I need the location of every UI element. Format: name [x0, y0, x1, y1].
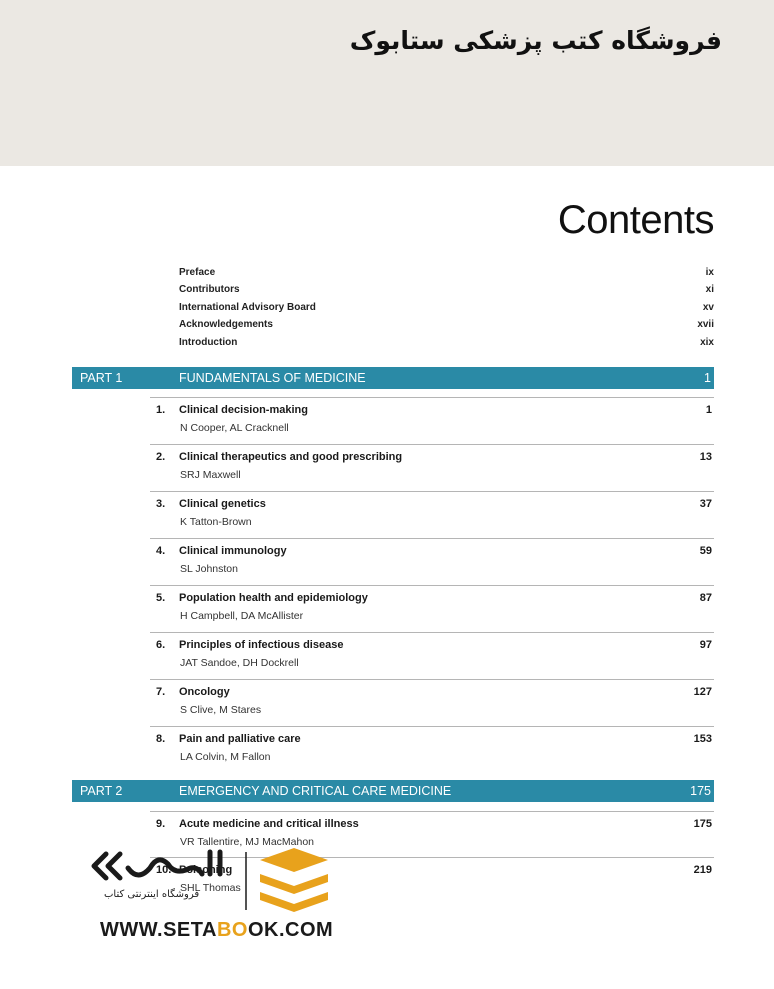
chapter-authors: H Campbell, DA McAllister — [180, 610, 304, 622]
part-title: EMERGENCY AND CRITICAL CARE MEDICINE — [179, 784, 452, 798]
chapter-title: Oncology — [179, 686, 230, 698]
front-matter-page: ix — [705, 267, 714, 278]
chapter-number: 1. — [156, 404, 166, 416]
chapter-entry[interactable] — [150, 632, 714, 679]
chapter-page: 1 — [705, 404, 712, 416]
chapter-entry[interactable] — [150, 444, 714, 491]
front-matter-title: International Advisory Board — [179, 302, 316, 313]
chapter-authors: N Cooper, AL Cracknell — [180, 422, 289, 434]
chapter-title: Acute medicine and critical illness — [179, 818, 359, 830]
part-page: 1 — [704, 371, 711, 385]
chapter-authors: SL Johnston — [180, 563, 238, 575]
part-title: FUNDAMENTALS OF MEDICINE — [179, 371, 366, 385]
chapter-title: Pain and palliative care — [179, 733, 301, 745]
front-matter-page: xi — [705, 284, 714, 295]
page-title: Contents — [557, 198, 714, 242]
chapter-entry[interactable] — [150, 726, 714, 773]
front-matter-item[interactable] — [179, 300, 714, 317]
chapter-page: 59 — [699, 545, 712, 557]
chapter-title: Clinical genetics — [179, 498, 266, 510]
chapter-number: 3. — [156, 498, 166, 510]
chapter-entry[interactable] — [150, 538, 714, 585]
chapter-page: 37 — [699, 498, 712, 510]
front-matter-item[interactable] — [179, 282, 714, 299]
chapter-page: 219 — [693, 864, 712, 876]
chapter-title: Clinical therapeutics and good prescribing — [179, 451, 403, 463]
chapter-title: Population health and epidemiology — [179, 592, 368, 604]
chapter-number: 6. — [156, 639, 166, 651]
chapter-number: 4. — [156, 545, 166, 557]
chapter-number: 5. — [156, 592, 166, 604]
front-matter-page: xix — [700, 337, 714, 348]
chapter-authors: JAT Sandoe, DH Dockrell — [180, 657, 299, 669]
chapter-entry[interactable] — [150, 585, 714, 632]
front-matter-item[interactable] — [179, 317, 714, 334]
chapter-entry[interactable] — [150, 491, 714, 538]
chapter-page: 153 — [693, 733, 712, 745]
watermark-url[interactable] — [100, 919, 333, 942]
chapter-title: Clinical immunology — [179, 545, 287, 557]
part-number: PART 2 — [80, 784, 123, 798]
chapter-page: 13 — [699, 451, 712, 463]
chapter-entry[interactable] — [150, 679, 714, 726]
chapter-page: 97 — [699, 639, 712, 651]
chapter-title: Poisoning — [179, 864, 233, 876]
url-suffix: OK.COM — [247, 919, 334, 941]
chapter-authors: LA Colvin, M Fallon — [180, 751, 271, 763]
chapter-number: 8. — [156, 733, 166, 745]
front-matter-item[interactable] — [179, 335, 714, 352]
store-banner — [0, 0, 774, 166]
front-matter-title: Preface — [179, 267, 216, 278]
chapter-number: 7. — [156, 686, 166, 698]
part-page: 175 — [690, 784, 711, 798]
url-highlight: BO — [216, 919, 248, 941]
chapter-number: 2. — [156, 451, 166, 463]
store-title: فروشگاه کتب پزشکی ستابوک — [349, 26, 722, 55]
front-matter-item[interactable] — [179, 265, 714, 282]
chapter-entry[interactable] — [150, 397, 714, 444]
front-matter-page: xv — [702, 302, 714, 313]
chapter-title: Clinical decision-making — [179, 404, 308, 416]
chapter-authors: SHL Thomas — [180, 882, 241, 894]
chapter-number: 9. — [156, 818, 166, 830]
part-header[interactable] — [72, 780, 714, 802]
chapter-authors: SRJ Maxwell — [180, 469, 241, 481]
chapter-authors: VR Tallentire, MJ MacMahon — [180, 836, 315, 848]
part-header[interactable] — [72, 367, 714, 389]
chapter-page: 175 — [693, 818, 712, 830]
chapter-authors: S Clive, M Stares — [180, 704, 262, 716]
chapter-number: 10. — [156, 864, 172, 876]
front-matter-page: xvii — [697, 319, 714, 330]
chapter-page: 127 — [693, 686, 712, 698]
chapter-title: Principles of infectious disease — [179, 639, 344, 651]
watermark-tagline: فروشگاه اینترنتی کتاب — [104, 889, 200, 900]
setabook-logo-icon — [88, 848, 328, 913]
front-matter-title: Introduction — [179, 337, 238, 348]
front-matter-title: Contributors — [179, 284, 240, 295]
front-matter-title: Acknowledgements — [179, 319, 273, 330]
chapter-authors: K Tatton-Brown — [180, 516, 252, 528]
part-number: PART 1 — [80, 371, 123, 385]
url-prefix: WWW.SETA — [100, 919, 217, 941]
chapter-page: 87 — [699, 592, 712, 604]
